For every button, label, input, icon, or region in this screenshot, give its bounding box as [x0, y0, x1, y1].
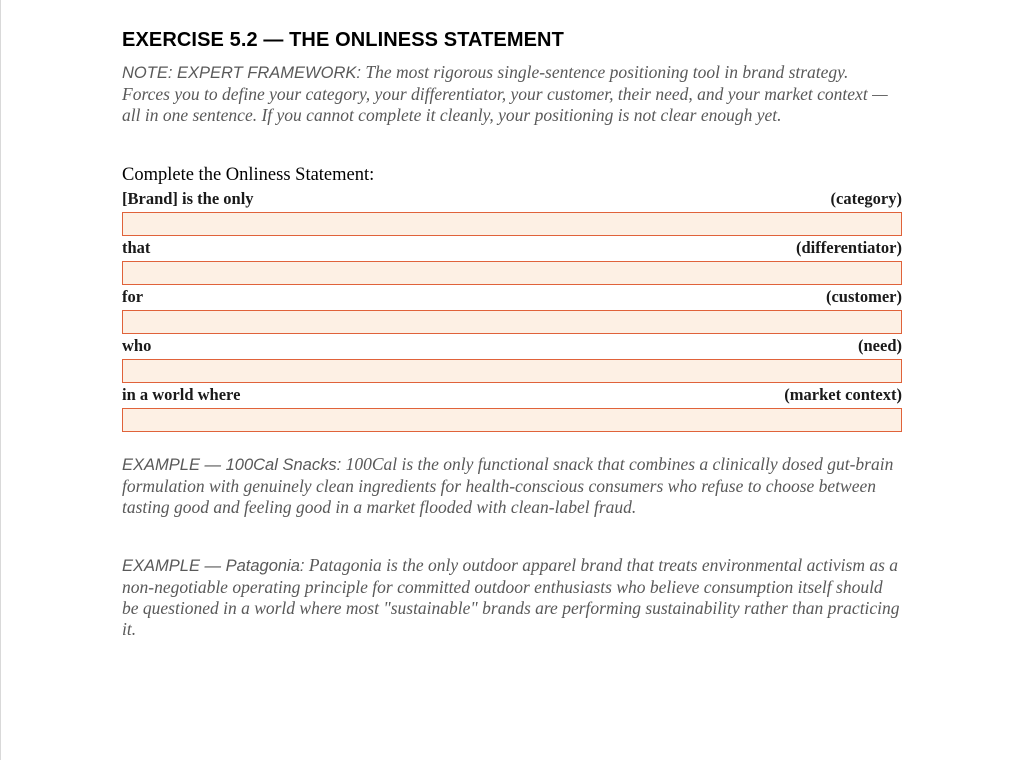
example-patagonia [122, 555, 900, 640]
page-edge [0, 0, 1, 760]
field-need [122, 336, 902, 383]
statement-prompt: Complete the Onliness Statement: [122, 165, 375, 185]
field-label: that [122, 238, 151, 257]
field-label: [Brand] is the only [122, 189, 254, 208]
field-customer [122, 287, 902, 334]
customer-input[interactable] [122, 310, 902, 334]
field-label-row [122, 189, 902, 208]
field-hint: (market context) [784, 385, 902, 404]
field-market-context [122, 385, 902, 432]
exercise-title: EXERCISE 5.2 — THE ONLINESS STATEMENT [122, 29, 564, 51]
field-label-row [122, 336, 902, 355]
field-differentiator [122, 238, 902, 285]
field-hint: (differentiator) [796, 238, 902, 257]
field-category [122, 189, 902, 236]
expert-note [122, 62, 897, 126]
example-lead: EXAMPLE — Patagonia: [122, 557, 305, 575]
exercise-section [122, 28, 902, 640]
example-text: Patagonia is the only outdoor apparel brand that treats environmental activism as a non-negotiable operating principle for committed outdoor enthusiasts who believe consumption itself should be questioned in a world where most "sustainable" brands are performing sustainability rather than practicing it. [122, 555, 900, 639]
field-hint: (customer) [825, 287, 902, 306]
market-context-input[interactable] [122, 408, 902, 432]
field-label: in a world where [122, 385, 241, 404]
field-hint: (category) [830, 189, 902, 208]
need-input[interactable] [122, 359, 902, 383]
field-label: for [122, 287, 144, 306]
example-text: 100Cal is the only functional snack that combines a clinically dosed gut-brain formulation with genuinely clean ingredients for health-conscious consumers who refuse to choose between tasting good and feeling good in a market flooded with clean-label fraud. [122, 454, 894, 517]
note-lead: NOTE: EXPERT FRAMEWORK: [122, 64, 361, 82]
example-lead: EXAMPLE — 100Cal Snacks: [122, 456, 342, 474]
field-hint: (need) [858, 336, 902, 355]
differentiator-input[interactable] [122, 261, 902, 285]
note-text: The most rigorous single-sentence positioning tool in brand strategy. Forces you to define your category, your differentiator, your customer, their need, and your market context — all in one sentence. If you cannot complete it cleanly, your positioning is not clear enough yet. [122, 62, 888, 125]
example-100cal [122, 454, 900, 518]
field-label-row [122, 287, 902, 306]
onliness-form [122, 189, 902, 432]
field-label: who [122, 336, 152, 355]
field-label-row [122, 385, 902, 404]
field-label-row [122, 238, 902, 257]
category-input[interactable] [122, 212, 902, 236]
